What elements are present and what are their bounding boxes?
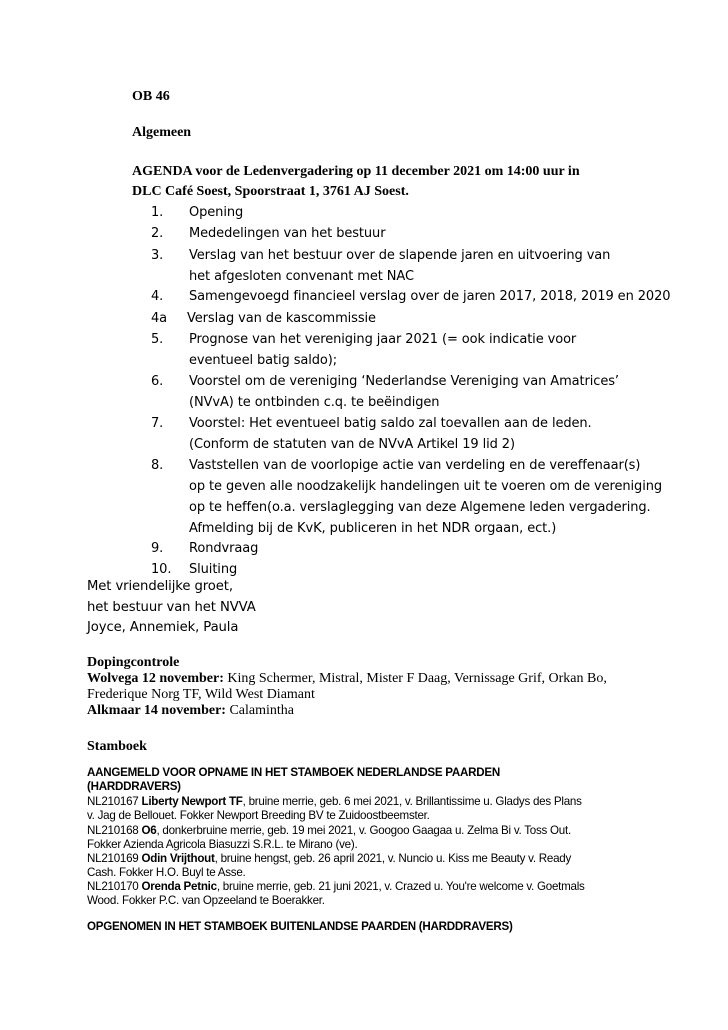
agenda-item-text: (NVvA) te ontbinden c.q. te beëindigen: [189, 395, 440, 410]
closing-names: Joyce, Annemiek, Paula: [87, 620, 239, 635]
agenda-item-text: Afmelding bij de KvK, publiceren in het NDR orgaan, ect.): [189, 521, 557, 536]
doping-horses: King Schermer, Mistral, Mister F Daag, Vernissage Grif, Orkan Bo,: [223, 671, 607, 686]
entry-id: NL210168: [87, 824, 142, 837]
registered-heading: AANGEMELD VOOR OPNAME IN HET STAMBOEK NEDERLANDSE PAARDEN: [87, 766, 501, 779]
doping-heading: Dopingcontrole: [87, 655, 180, 670]
entry-horse-name: Orenda Petnic: [141, 880, 217, 893]
agenda-item-number: 4a: [151, 311, 168, 326]
agenda-item-text: Sluiting: [189, 562, 238, 577]
doping-horses: Calamintha: [225, 703, 294, 718]
agenda-item-text: Mededelingen van het bestuur: [189, 226, 386, 241]
agenda-item-number: 6.: [151, 374, 164, 389]
agenda-item-number: 4.: [151, 289, 164, 304]
agenda-item-text: eventueel batig saldo);: [189, 353, 338, 368]
document-id: OB 46: [132, 89, 170, 104]
closing-greeting: Met vriendelijke groet,: [87, 579, 233, 594]
agenda-item-text: Opening: [189, 205, 244, 220]
agenda-item-number: 9.: [151, 541, 164, 556]
entry-details: , donkerbruine merrie, geb. 19 mei 2021, v. Googoo Gaagaa u. Zelma Bi v. Toss Out.: [156, 824, 571, 837]
entry-details: , bruine hengst, geb. 26 april 2021, v. Nuncio u. Kiss me Beauty v. Ready: [214, 852, 572, 865]
agenda-item-text: Verslag van het bestuur over de slapende jaren en uitvoering van: [189, 248, 611, 263]
agenda-item-text: op te heffen(o.a. verslaglegging van deze Algemene leden vergadering.: [189, 500, 651, 515]
entry-details: , bruine merrie, geb. 21 juni 2021, v. Crazed u. You're welcome v. Goetmals: [216, 880, 585, 893]
agenda-item-text: Samengevoegd financieel verslag over de jaren 2017, 2018, 2019 en 2020: [189, 289, 671, 304]
agenda-item-number: 10.: [151, 562, 172, 577]
agenda-item-text: Verslag van de kascommissie: [187, 311, 376, 326]
stamboek-heading: Stamboek: [87, 739, 147, 754]
section-heading-general: Algemeen: [132, 125, 192, 140]
entry-id: NL210169: [87, 852, 142, 865]
closing-sender: het bestuur van het NVVA: [87, 600, 256, 615]
entry-horse-name: Liberty Newport TF: [141, 795, 243, 808]
foreign-heading: OPGENOMEN IN HET STAMBOEK BUITENLANDSE PAARDEN (HARDDRAVERS): [87, 920, 513, 933]
agenda-item-text: Vaststellen van de voorlopige actie van verdeling en de vereffenaar(s): [189, 458, 641, 473]
doping-line-wolvega: [87, 671, 607, 687]
agenda-title-line-2: DLC Café Soest, Spoorstraat 1, 3761 AJ Soest.: [132, 184, 409, 199]
entry-id: NL210167: [87, 795, 142, 808]
entry-horse-name: Odin Vrijthout: [141, 852, 215, 865]
entry-id: NL210170: [87, 880, 142, 893]
agenda-item-text: Voorstel om de vereniging ‘Nederlandse Vereniging van Amatrices’: [189, 374, 619, 389]
registered-heading-continued: (HARDDRAVERS): [87, 780, 181, 793]
agenda-item-number: 5.: [151, 332, 164, 347]
agenda-title-line-1: AGENDA voor de Ledenvergadering op 11 december 2021 om 14:00 uur in: [132, 164, 580, 179]
entry-horse-name: O6: [141, 824, 157, 837]
agenda-item-number: 7.: [151, 416, 164, 431]
entry-details-continued: Cash. Fokker H.O. Buyl te Asse.: [87, 866, 246, 879]
agenda-item-number: 1.: [151, 205, 164, 220]
doping-line-alkmaar: [87, 703, 294, 719]
doping-location-label: Alkmaar 14 november:: [87, 703, 226, 718]
doping-location-label: Wolvega 12 november:: [87, 671, 224, 686]
agenda-item-number: 2.: [151, 226, 164, 241]
doping-line-continued: Frederique Norg TF, Wild West Diamant: [87, 687, 315, 702]
agenda-item-text: op te geven alle noodzakelijk handelingen uit te voeren om de vereniging: [189, 479, 662, 494]
entry-details-continued: v. Jag de Bellouet. Fokker Newport Breeding BV te Zuidoostbeemster.: [87, 809, 430, 822]
agenda-item-text: (Conform de statuten van de NVvA Artikel 19 lid 2): [189, 437, 515, 452]
agenda-item-number: 8.: [151, 458, 164, 473]
agenda-item-text: Rondvraag: [189, 541, 259, 556]
entry-details-continued: Wood. Fokker P.C. van Opzeeland te Boerakker.: [87, 894, 325, 907]
entry-details: , bruine merrie, geb. 6 mei 2021, v. Brillantissime u. Gladys des Plans: [242, 795, 582, 808]
entry-details-continued: Fokker Azienda Agricola Biasuzzi S.R.L. te Mirano (ve).: [87, 838, 358, 851]
agenda-item-number: 3.: [151, 248, 164, 263]
agenda-item-text: Prognose van het vereniging jaar 2021 (= ook indicatie voor: [189, 332, 577, 347]
agenda-item-text: Voorstel: Het eventueel batig saldo zal toevallen aan de leden.: [189, 416, 592, 431]
agenda-item-text: het afgesloten convenant met NAC: [189, 269, 414, 284]
